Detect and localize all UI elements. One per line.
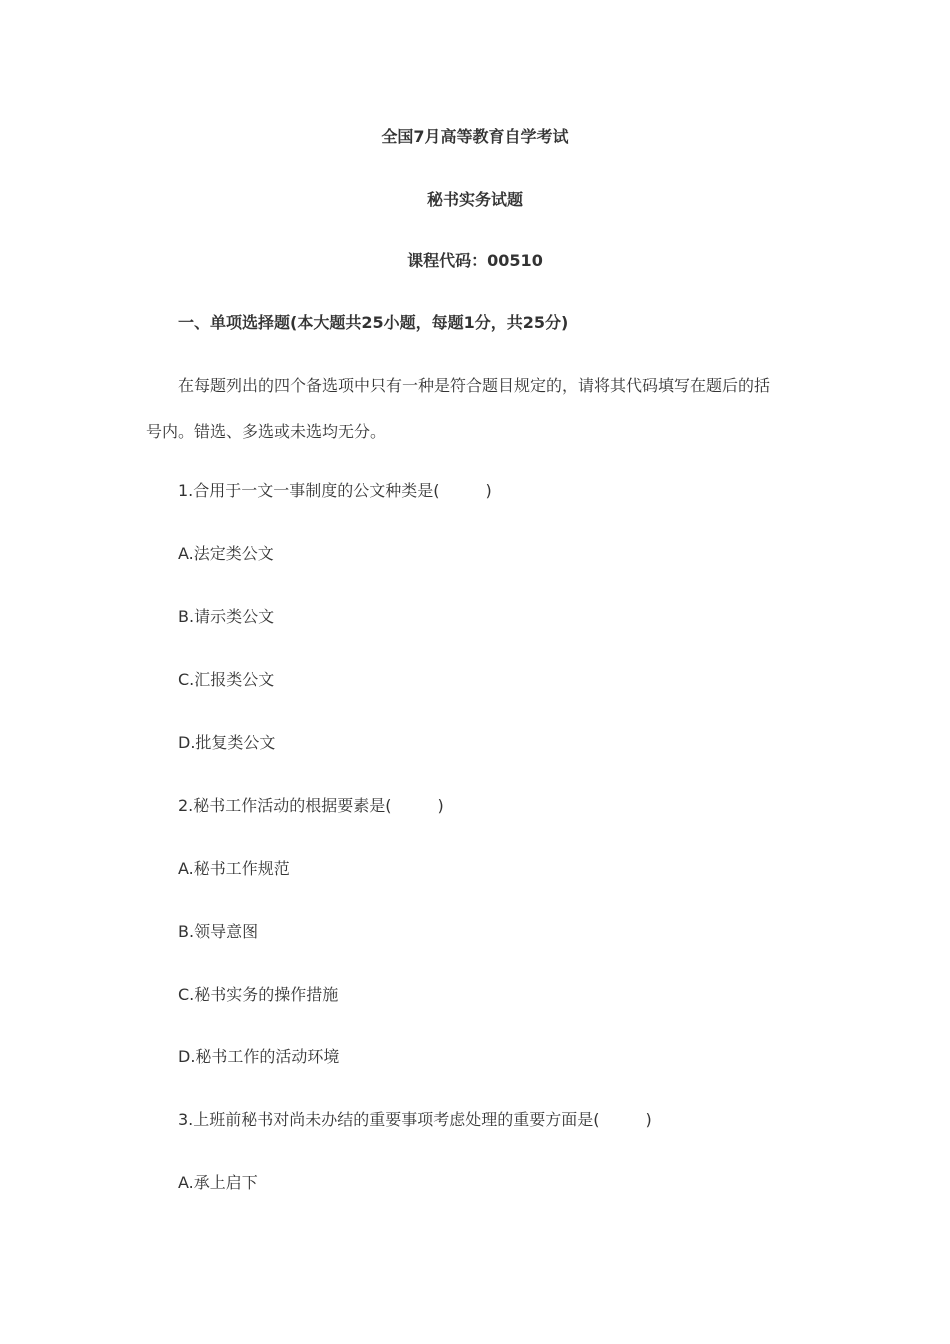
instructions-line-2: 号内。错选、多选或未选均无分。 xyxy=(146,422,387,441)
subject-title: 秘书实务试题 xyxy=(426,190,523,209)
question-1-text: 1.合用于一文一事制度的公文种类是( xyxy=(178,481,440,500)
question-2-close: ) xyxy=(437,796,444,815)
question-1-close: ) xyxy=(485,481,492,500)
question-2-option-c: C.秘书实务的操作措施 xyxy=(178,985,339,1004)
question-1-option-c: C.汇报类公文 xyxy=(178,670,275,689)
question-2-option-a: A.秘书工作规范 xyxy=(178,859,290,878)
exam-title: 全国7月高等教育自学考试 xyxy=(381,127,569,146)
question-2-text: 2.秘书工作活动的根据要素是( xyxy=(178,796,392,815)
question-1-option-b: B.请示类公文 xyxy=(178,607,275,626)
question-3-stem xyxy=(178,1109,652,1131)
question-2-stem xyxy=(178,795,444,817)
question-3-option-a: A.承上启下 xyxy=(178,1173,258,1192)
question-2-option-d: D.秘书工作的活动环境 xyxy=(178,1047,340,1066)
question-1-stem xyxy=(178,480,492,502)
question-3-close: ) xyxy=(645,1110,652,1129)
question-3-text: 3.上班前秘书对尚未办结的重要事项考虑处理的重要方面是( xyxy=(178,1110,600,1129)
question-2-option-b: B.领导意图 xyxy=(178,922,259,941)
instructions-line-1: 在每题列出的四个备选项中只有一种是符合题目规定的，请将其代码填写在题后的括 xyxy=(178,376,771,395)
section-heading: 一、单项选择题(本大题共25小题，每题1分，共25分) xyxy=(178,313,569,332)
course-code: 课程代码：00510 xyxy=(407,251,543,270)
question-1-option-a: A.法定类公文 xyxy=(178,544,274,563)
question-1-option-d: D.批复类公文 xyxy=(178,733,276,752)
